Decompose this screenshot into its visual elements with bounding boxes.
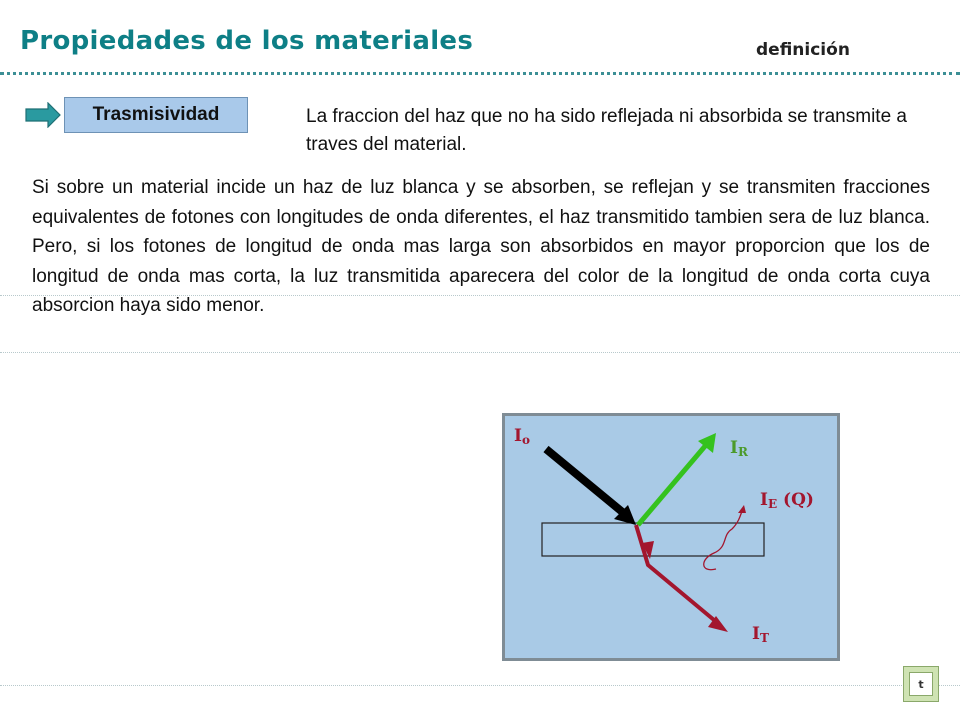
nav-button-inner <box>909 672 933 696</box>
reflected-label: IR <box>730 438 748 459</box>
term-label: Trasmisividad <box>92 104 220 125</box>
transmitted-label: IT <box>752 624 769 645</box>
header-divider <box>0 72 960 75</box>
guide-line <box>0 352 960 353</box>
guide-line <box>0 295 960 296</box>
nav-button[interactable] <box>903 666 939 702</box>
emitted-label: IE (Q) <box>760 490 814 511</box>
incident-label: Io <box>514 426 530 447</box>
footer-divider <box>0 685 960 686</box>
page-title: Propiedades de los materiales <box>20 26 474 56</box>
term-definition: La fraccion del haz que no ha sido reflejada ni absorbida se transmite a traves del material. <box>306 106 907 155</box>
term-label-box <box>64 97 248 133</box>
nav-button-label: t <box>918 677 924 691</box>
transmission-diagram <box>502 413 840 661</box>
body-paragraph: Si sobre un material incide un haz de luz blanca y se absorben, se reflejan y se transmiten fracciones equivalentes de fotones con longitudes de onda diferentes, el haz transmitido tambien sera de luz blanca. Pero, si los fotones de longitud de onda mas larga son absorbidos en mayor proporcion que los de longitud de onda mas corta, la luz transmitida aparecera del color de la longitud de onda corta cuya absorcion haya sido menor. <box>32 177 930 316</box>
arrow-right-icon <box>24 102 62 128</box>
page-subtitle: definición <box>756 40 850 60</box>
